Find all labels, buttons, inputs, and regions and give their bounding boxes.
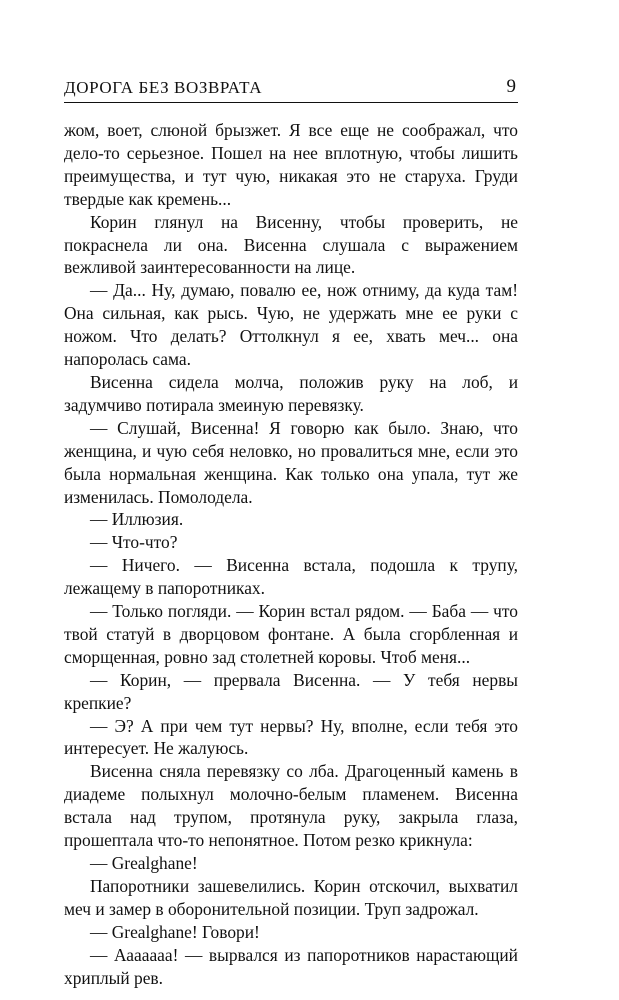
running-title: ДОРОГА БЕЗ ВОЗВРАТА	[64, 78, 263, 97]
paragraph: — Иллюзия.	[90, 509, 184, 530]
book-page	[64, 76, 518, 989]
paragraph: — Только погляди. — Корин встал рядом. — Баба — что твой статуй в дворцовом фонтане. А была сгорбленная и сморщенная, ровно зад столетней коровы. Чтоб меня...	[64, 601, 518, 667]
paragraph: Папоротники зашевелились. Корин отскочил, выхватил меч и замер в оборонительной позиции. Труп задрожал.	[64, 875, 518, 919]
page-number: 9	[506, 76, 516, 97]
paragraph: — Да... Ну, думаю, повалю ее, нож отниму, да куда там! Она сильная, как рысь. Чую, не удержать мне ее руки с ножом. Что делать? Оттолкнул я ее, хвать меч... она напоролась сама.	[64, 280, 518, 370]
paragraph: Висенна сняла перевязку со лба. Драгоценный камень в диадеме полыхнул молочно-белым пламенем. Висенна встала над трупом, протянула руку, закрыла глаза, прошептала что-то непонятное. Потом резко крикнула:	[64, 761, 518, 851]
paragraph: — Корин, — прервала Висенна. — У тебя нервы крепкие?	[64, 669, 518, 713]
paragraph: — Что-что?	[90, 532, 178, 553]
paragraph: — Grealghane!	[90, 853, 198, 873]
paragraph: — Э? А при чем тут нервы? Ну, вполне, если тебя это интересует. Не жалуюсь.	[64, 715, 518, 759]
paragraph: Корин глянул на Висенну, чтобы проверить, не покраснела ли она. Висенна слушала с выражением вежливой заинтересованности на лице.	[64, 211, 518, 278]
body-text	[64, 119, 518, 989]
paragraph: — Grealghane! Говори!	[90, 921, 260, 942]
paragraph: Висенна сидела молча, положив руку на лоб, и задумчиво потирала змеиную перевязку.	[64, 371, 518, 415]
paragraph: — Ааааааа! — вырвался из папоротников нарастающий хриплый рев.	[64, 944, 518, 988]
paragraph: — Слушай, Висенна! Я говорю как было. Знаю, что женщина, и чую себя неловко, но провалиться мне, если это была нормальная женщина. Как только она упала, тут же изменилась. Помолодела.	[64, 417, 518, 507]
paragraph: жом, воет, слюной брызжет. Я все еще не соображал, что дело-то серьезное. Пошел на нее вплотную, чтобы лишить преимущества, и тут чую, никакая это не старуха. Груди твердые как кремень...	[64, 120, 518, 209]
paragraph: — Ничего. — Висенна встала, подошла к трупу, лежащему в папоротниках.	[64, 555, 518, 599]
running-header	[64, 76, 518, 103]
